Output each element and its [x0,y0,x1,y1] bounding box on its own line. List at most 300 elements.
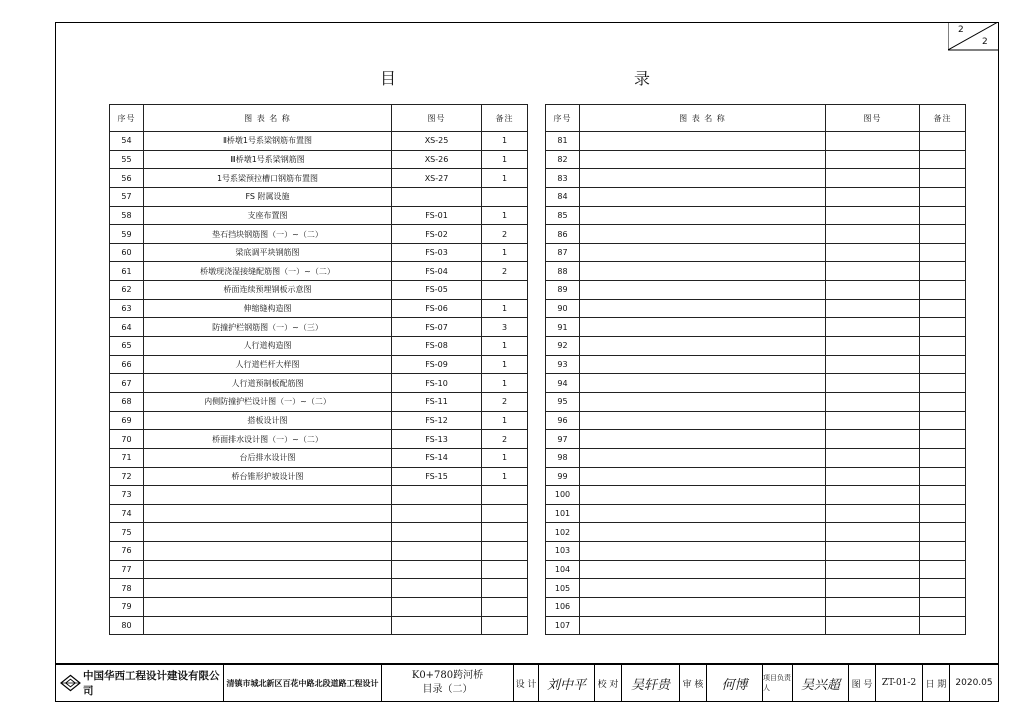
project-name: 清镇市城北新区百花中路北段道路工程设计 [224,665,382,701]
row-number: 102 [546,523,580,542]
drawing-name [144,598,392,617]
drawing-number [826,411,920,430]
row-number: 75 [110,523,144,542]
row-number: 73 [110,486,144,505]
remark: 1 [482,243,528,262]
table-row [110,579,528,598]
remark [920,560,966,579]
drawing-name [144,542,392,561]
drawing-number [826,225,920,244]
drawing-name: 桥墩现浇湿接缝配筋图（一）~（二） [144,262,392,281]
drawing-name: Ⅲ桥墩1号系梁钢筋图 [144,150,392,169]
table-row [546,523,966,542]
remark [920,616,966,635]
remark [920,542,966,561]
company-cell [56,665,224,701]
table-row [110,187,528,206]
remark: 1 [482,337,528,356]
row-number: 59 [110,225,144,244]
remark [920,448,966,467]
table-row [110,132,528,151]
drawing-number [392,187,482,206]
drawing-number [826,467,920,486]
table-row [546,411,966,430]
drawing-number: FS-14 [392,448,482,467]
table-row [546,579,966,598]
row-number: 68 [110,392,144,411]
table-row [110,355,528,374]
remark: 3 [482,318,528,337]
drawing-name [580,448,826,467]
remark [920,598,966,617]
row-number: 76 [110,542,144,561]
remark [920,281,966,300]
review-signature: 何博 [707,665,763,701]
row-number: 61 [110,262,144,281]
row-number: 90 [546,299,580,318]
table-row [110,392,528,411]
drawing-number: XS-26 [392,150,482,169]
drawing-name [580,374,826,393]
table-header-row [110,105,528,132]
drawing-number: FS-13 [392,430,482,449]
drawing-name [580,430,826,449]
drawing-name [144,616,392,635]
drawing-name: FS 附属设施 [144,187,392,206]
remark [482,579,528,598]
pm-signature: 吴兴超 [793,665,849,701]
table-row [110,598,528,617]
table-row [110,504,528,523]
table-row [110,448,528,467]
drawing-number: FS-04 [392,262,482,281]
table-row [110,206,528,225]
remark: 1 [482,150,528,169]
table-row [546,337,966,356]
drawing-number [826,132,920,151]
row-number: 89 [546,281,580,300]
drawing-number: FS-06 [392,299,482,318]
remark [920,579,966,598]
row-number: 77 [110,560,144,579]
table-row [546,225,966,244]
check-label: 校 对 [595,665,622,701]
check-signature: 吴轩贵 [622,665,680,701]
title-char-2: 录 [633,69,650,88]
row-number: 81 [546,132,580,151]
table-row [110,225,528,244]
drawing-number [826,318,920,337]
drawing-name [580,616,826,635]
remark: 2 [482,392,528,411]
company-logo-icon [60,674,81,692]
row-number: 65 [110,337,144,356]
row-number: 106 [546,598,580,617]
table-row [546,206,966,225]
drawing-name [144,486,392,505]
row-number: 85 [546,206,580,225]
remark: 1 [482,132,528,151]
drawing-number [392,579,482,598]
drawing-name [580,467,826,486]
drawing-number [826,392,920,411]
remark [920,262,966,281]
drawing-number [826,187,920,206]
row-number: 57 [110,187,144,206]
drawing-number [826,374,920,393]
row-number: 56 [110,169,144,188]
remark: 1 [482,169,528,188]
remark: 1 [482,374,528,393]
drawing-number: FS-10 [392,374,482,393]
drawing-number [826,337,920,356]
table-row [110,243,528,262]
drawing-name [580,542,826,561]
remark: 1 [482,467,528,486]
drawing-number: FS-09 [392,355,482,374]
drawing-number [826,355,920,374]
remark [482,504,528,523]
row-number: 101 [546,504,580,523]
drawing-no-label: 图 号 [849,665,876,701]
remark [920,467,966,486]
drawing-name [144,523,392,542]
remark [482,616,528,635]
row-number: 105 [546,579,580,598]
remark: 1 [482,206,528,225]
drawing-name: 内侧防撞护栏设计图（一）~（二） [144,392,392,411]
table-row [110,523,528,542]
row-number: 72 [110,467,144,486]
row-number: 80 [110,616,144,635]
column-header: 备注 [482,105,528,132]
drawing-name: 人行道预制板配筋图 [144,374,392,393]
remark [920,430,966,449]
company-name: 中国华西工程设计建设有限公司 [82,670,220,697]
drawing-number: FS-11 [392,392,482,411]
table-row [546,243,966,262]
table-row [546,374,966,393]
drawing-name [580,281,826,300]
drawing-name [144,579,392,598]
drawing-number: FS-07 [392,318,482,337]
drawing-name [580,355,826,374]
column-header: 序号 [546,105,580,132]
table-row [546,486,966,505]
drawing-number [826,448,920,467]
drawing-name [580,169,826,188]
row-number: 71 [110,448,144,467]
row-number: 98 [546,448,580,467]
table-row [546,560,966,579]
drawing-number [826,523,920,542]
drawing-number [826,542,920,561]
remark [482,542,528,561]
row-number: 83 [546,169,580,188]
remark [920,504,966,523]
table-row [546,187,966,206]
page-title [380,66,650,90]
drawing-name [580,243,826,262]
remark [920,374,966,393]
row-number: 104 [546,560,580,579]
row-number: 97 [546,430,580,449]
drawing-number [826,616,920,635]
drawing-number [826,598,920,617]
table-row [546,318,966,337]
remark: 1 [482,411,528,430]
remark [920,392,966,411]
drawing-number: XS-25 [392,132,482,151]
drawing-name [580,318,826,337]
table-row [110,486,528,505]
row-number: 67 [110,374,144,393]
drawing-number [826,299,920,318]
table-row [110,299,528,318]
drawing-number [392,523,482,542]
drawing-name: 梁底调平块钢筋图 [144,243,392,262]
sheet-total: 2 [982,37,988,47]
drawing-number [826,243,920,262]
table-row [110,467,528,486]
remark [920,318,966,337]
drawing-number [826,430,920,449]
table-row [546,355,966,374]
drawing-name [580,150,826,169]
drawing-number: FS-12 [392,411,482,430]
table-row [110,262,528,281]
drawing-number: FS-15 [392,467,482,486]
drawing-name [580,187,826,206]
drawing-name: 搭板设计图 [144,411,392,430]
drawing-number: XS-27 [392,169,482,188]
remark [482,560,528,579]
row-number: 82 [546,150,580,169]
remark [920,132,966,151]
table-row [546,281,966,300]
drawing-name: 桥台锥形护坡设计图 [144,467,392,486]
remark [920,206,966,225]
index-table-right [545,104,966,635]
table-row [110,374,528,393]
table-row [110,150,528,169]
drawing-name: 支座布置图 [144,206,392,225]
drawing-name: 台后排水设计图 [144,448,392,467]
row-number: 60 [110,243,144,262]
drawing-name [580,392,826,411]
drawing-number [392,486,482,505]
row-number: 92 [546,337,580,356]
drawing-name [144,504,392,523]
remark: 2 [482,225,528,244]
row-number: 103 [546,542,580,561]
table-row [546,299,966,318]
drawing-number [392,542,482,561]
drawing-number [826,560,920,579]
row-number: 93 [546,355,580,374]
row-number: 100 [546,486,580,505]
drawing-name: 桥面连续预埋钢板示意图 [144,281,392,300]
drawing-name [144,560,392,579]
drawing-name [580,225,826,244]
drawing-name: 人行道构造图 [144,337,392,356]
table-row [546,132,966,151]
row-number: 87 [546,243,580,262]
date-label: 日 期 [923,665,950,701]
row-number: 54 [110,132,144,151]
drawing-number [392,560,482,579]
remark [920,225,966,244]
table-row [110,337,528,356]
drawing-name [580,411,826,430]
row-number: 66 [110,355,144,374]
row-number: 74 [110,504,144,523]
drawing-number: FS-01 [392,206,482,225]
row-number: 70 [110,430,144,449]
table-row [546,542,966,561]
drawing-title-line2: 目录（二） [422,684,473,695]
drawing-name: 伸缩缝构造图 [144,299,392,318]
drawing-number [826,150,920,169]
remark [920,187,966,206]
remark [482,598,528,617]
title-char-1: 目 [380,69,397,88]
row-number: 55 [110,150,144,169]
drawing-name [580,132,826,151]
drawing-number [392,616,482,635]
remark [482,187,528,206]
drawing-number [826,262,920,281]
column-header: 图 表 名 称 [580,105,826,132]
sheet-number-box [948,22,999,51]
drawing-number: FS-08 [392,337,482,356]
column-header: 图 表 名 称 [144,105,392,132]
table-row [546,598,966,617]
column-header: 图号 [392,105,482,132]
row-number: 96 [546,411,580,430]
table-row [546,504,966,523]
drawing-name [580,560,826,579]
drawing-number [826,281,920,300]
sheet-divider [948,22,999,51]
drawing-name [580,337,826,356]
drawing-number [392,598,482,617]
drawing-name [580,262,826,281]
row-number: 84 [546,187,580,206]
table-row [546,448,966,467]
table-row [546,150,966,169]
drawing-name [580,504,826,523]
remark [920,486,966,505]
table-row [110,281,528,300]
drawing-number: FS-03 [392,243,482,262]
drawing-number [826,169,920,188]
remark [920,523,966,542]
remark: 2 [482,430,528,449]
remark [920,150,966,169]
drawing-name [580,598,826,617]
remark [482,486,528,505]
table-row [110,318,528,337]
drawing-number: ZT-01-2 [876,665,923,701]
remark [920,355,966,374]
drawing-name: 防撞护栏钢筋图（一）~（三） [144,318,392,337]
drawing-number [826,206,920,225]
drawing-number: FS-05 [392,281,482,300]
row-number: 88 [546,262,580,281]
table-row [546,169,966,188]
drawing-name: 桥面排水设计图（一）~（二） [144,430,392,449]
drawing-name [580,299,826,318]
row-number: 58 [110,206,144,225]
row-number: 107 [546,616,580,635]
remark [920,411,966,430]
remark [920,243,966,262]
drawing-title-line1: K0+780跨河桥 [411,670,484,681]
table-row [546,616,966,635]
drawing-name [580,579,826,598]
table-row [110,430,528,449]
table-row [546,262,966,281]
drawing-number: FS-02 [392,225,482,244]
index-table-left [109,104,528,635]
row-number: 63 [110,299,144,318]
table-row [110,616,528,635]
row-number: 69 [110,411,144,430]
drawing-name: 1号系梁预拉槽口钢筋布置图 [144,169,392,188]
table-row [110,169,528,188]
drawing-name [580,206,826,225]
drawing-number [826,486,920,505]
row-number: 64 [110,318,144,337]
drawing-name: Ⅱ桥墩1号系梁钢筋布置图 [144,132,392,151]
remark: 1 [482,299,528,318]
title-block [55,664,999,702]
drawing-name [580,523,826,542]
table-header-row [546,105,966,132]
row-number: 94 [546,374,580,393]
column-header: 图号 [826,105,920,132]
table-row [110,411,528,430]
remark: 2 [482,262,528,281]
column-header: 备注 [920,105,966,132]
row-number: 91 [546,318,580,337]
remark: 1 [482,448,528,467]
drawing-title-cell [382,665,514,701]
row-number: 62 [110,281,144,300]
remark [482,523,528,542]
remark [920,169,966,188]
drawing-number [392,504,482,523]
table-row [546,392,966,411]
table-row [546,467,966,486]
sheet-current: 2 [958,25,964,35]
pm-label: 项目负责人 [763,665,793,701]
design-signature: 刘中平 [539,665,595,701]
row-number: 95 [546,392,580,411]
drawing-name: 人行道栏杆大样图 [144,355,392,374]
remark [920,299,966,318]
review-label: 审 核 [680,665,707,701]
remark [920,337,966,356]
row-number: 79 [110,598,144,617]
remark: 1 [482,355,528,374]
table-row [546,430,966,449]
table-row [110,542,528,561]
date-value: 2020.05 [955,678,993,688]
drawing-name: 垫石挡块钢筋图（一）~（二） [144,225,392,244]
row-number: 86 [546,225,580,244]
